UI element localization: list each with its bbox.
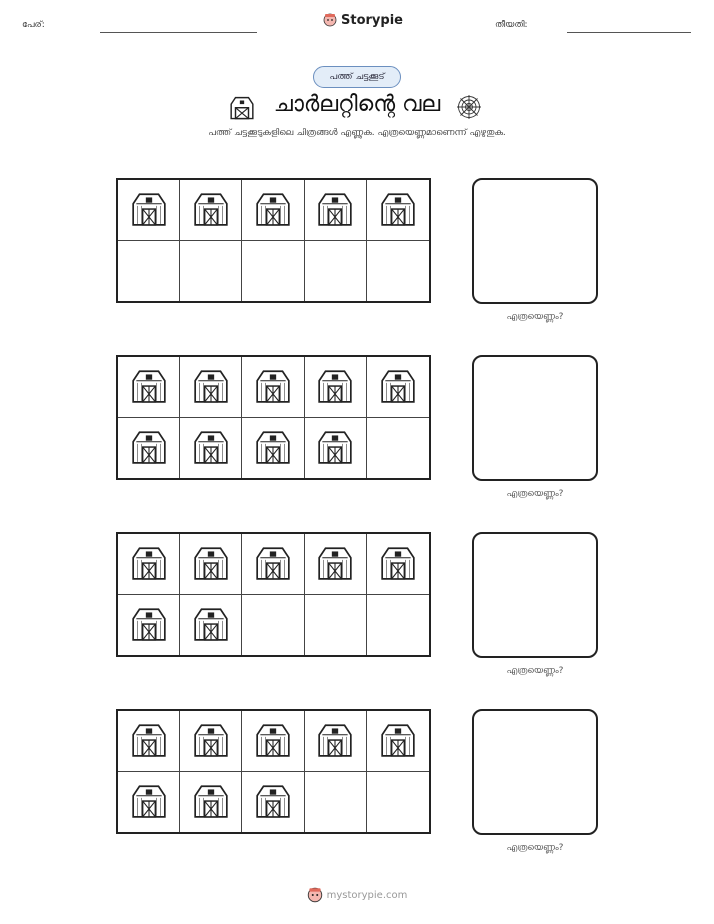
ten-frame-cell	[367, 180, 429, 241]
answer-label: എത്രയെണ്ണം?	[506, 312, 564, 322]
barn-icon	[316, 366, 354, 408]
barn-icon	[130, 781, 168, 823]
ten-frame-cell	[118, 711, 180, 772]
ten-frame-cell	[305, 418, 367, 479]
barn-icon	[130, 427, 168, 469]
barn-icon	[379, 366, 417, 408]
ten-frame-cell	[367, 711, 429, 772]
answer-label: എത്രയെണ്ണം?	[506, 489, 564, 499]
answer-label: എത്രയെണ്ണം?	[506, 666, 564, 676]
barn-icon	[192, 366, 230, 408]
ten-frame	[116, 355, 431, 480]
answer-box[interactable]	[472, 355, 598, 481]
ten-frame-cell	[242, 418, 304, 479]
barn-icon	[316, 189, 354, 231]
ten-frame-cell	[305, 595, 367, 656]
ten-frame-cell	[180, 534, 242, 595]
ten-frame-cell	[305, 711, 367, 772]
ten-frame	[116, 178, 431, 303]
ten-frame-cell	[118, 241, 180, 302]
ten-frame	[116, 532, 431, 657]
barn-icon	[192, 720, 230, 762]
barn-icon	[316, 427, 354, 469]
name-field[interactable]	[100, 32, 257, 33]
ten-frame-cell	[242, 711, 304, 772]
ten-frame-cell	[305, 180, 367, 241]
barn-icon	[316, 543, 354, 585]
ten-frame-cell	[180, 711, 242, 772]
ten-frame-cell	[180, 357, 242, 418]
footer-site: mystorypie.com	[326, 889, 408, 901]
ten-frame-cell	[367, 595, 429, 656]
ten-frame-cell	[367, 418, 429, 479]
ten-frame-cell	[367, 241, 429, 302]
ten-frame-cell	[180, 595, 242, 656]
footer	[0, 886, 714, 904]
ten-frame-cell	[242, 534, 304, 595]
ten-frame-cell	[118, 534, 180, 595]
barn-icon	[254, 543, 292, 585]
ten-frame-cell	[242, 180, 304, 241]
barn-icon	[130, 720, 168, 762]
barn-icon	[254, 366, 292, 408]
barn-icon	[130, 189, 168, 231]
storypie-mascot-icon	[307, 886, 323, 904]
ten-frame-cell	[118, 418, 180, 479]
ten-frame-cell	[242, 357, 304, 418]
barn-icon	[192, 781, 230, 823]
answer-box[interactable]	[472, 709, 598, 835]
name-label: പേര്:	[22, 20, 45, 30]
barn-icon	[254, 781, 292, 823]
answer-box[interactable]	[472, 178, 598, 304]
barn-icon	[192, 189, 230, 231]
ten-frame-cell	[118, 595, 180, 656]
barn-icon	[192, 543, 230, 585]
barn-icon	[379, 189, 417, 231]
ten-frame-cell	[242, 241, 304, 302]
ten-frame-cell	[305, 241, 367, 302]
barn-icon	[254, 720, 292, 762]
answer-label: എത്രയെണ്ണം?	[506, 843, 564, 853]
ten-frame-cell	[180, 241, 242, 302]
ten-frame-cell	[242, 595, 304, 656]
ten-frame-cell	[367, 357, 429, 418]
ten-frame-cell	[305, 357, 367, 418]
ten-frame-cell	[180, 418, 242, 479]
storypie-mascot-icon	[323, 12, 337, 28]
ten-frame-cell	[242, 772, 304, 833]
barn-icon	[379, 543, 417, 585]
date-field[interactable]	[567, 32, 691, 33]
barn-icon	[379, 720, 417, 762]
barn-icon	[254, 427, 292, 469]
ten-frame-cell	[118, 772, 180, 833]
ten-frame-cell	[305, 534, 367, 595]
brand-logo	[323, 12, 403, 28]
page-title: ചാർലറ്റിന്റെ വല	[273, 92, 441, 117]
barn-icon	[254, 189, 292, 231]
instructions: പത്ത് ചട്ടക്കൂടുകളിലെ ചിത്രങ്ങൾ എണ്ണുക. എത്രയെണ്ണമാണെന്ന് എഴുതുക.	[208, 128, 506, 138]
answer-box[interactable]	[472, 532, 598, 658]
date-label: തീയതി:	[495, 20, 528, 30]
spider-web-icon	[456, 94, 482, 120]
ten-frame-cell	[367, 772, 429, 833]
ten-frame-cell	[118, 357, 180, 418]
ten-frame	[116, 709, 431, 834]
barn-icon	[192, 427, 230, 469]
ten-frame-cell	[367, 534, 429, 595]
barn-icon	[316, 720, 354, 762]
ten-frame-cell	[180, 180, 242, 241]
worksheet-tag: പത്ത് ചട്ടക്കൂട്	[313, 66, 401, 88]
barn-icon	[130, 604, 168, 646]
ten-frame-cell	[118, 180, 180, 241]
barn-icon	[130, 366, 168, 408]
ten-frame-cell	[180, 772, 242, 833]
barn-icon	[192, 604, 230, 646]
ten-frame-cell	[305, 772, 367, 833]
brand-name: Storypie	[341, 12, 403, 28]
barn-icon	[130, 543, 168, 585]
